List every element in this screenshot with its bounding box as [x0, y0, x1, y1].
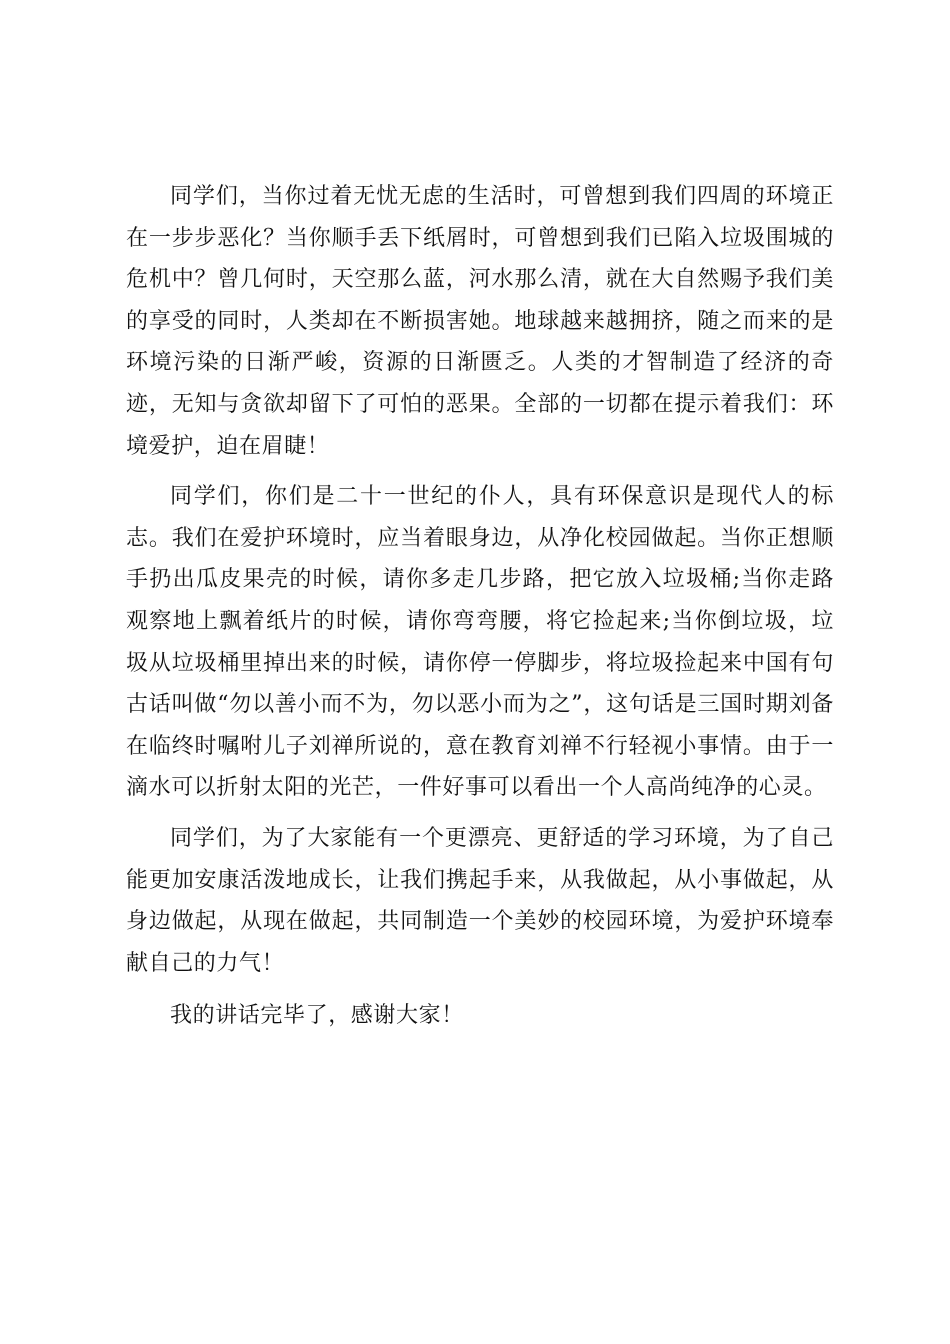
paragraph-1: 同学们，当你过着无忧无虑的生活时，可曾想到我们四周的环境正在一步步恶化？当你顺手丢下纸屑时，可曾想到我们已陷入垃圾围城的危机中？曾几何时，天空那么蓝，河水那么清，就在大自然赐予我们美的享受的同时，人类却在不断损害她。地球越来越拥挤，随之而来的是环境污染的日渐严峻，资源的日渐匮乏。人类的才智制造了经济的奇迹，无知与贪欲却留下了可怕的恶果。全部的一切都在提示着我们：环境爱护，迫在眉睫！: [126, 184, 834, 459]
closing-line: 我的讲话完毕了，感谢大家！: [170, 1003, 464, 1029]
paragraph-3: 同学们，为了大家能有一个更漂亮、更舒适的学习环境，为了自己能更加安康活泼地成长，让我们携起手来，从我做起，从小事做起，从身边做起，从现在做起，共同制造一个美妙的校园环境，为爱护环境奉献自己的力气！: [126, 825, 834, 976]
speech-body: [126, 176, 834, 1037]
paragraph-2: 同学们，你们是二十一世纪的仆人，具有环保意识是现代人的标志。我们在爱护环境时，应当着眼身边，从净化校园做起。当你正想顺手扔出瓜皮果壳的时候，请你多走几步路，把它放入垃圾桶;当你走路观察地上飘着纸片的时候，请你弯弯腰，将它捡起来;当你倒垃圾，垃圾从垃圾桶里掉出来的时候，请你停一停脚步，将垃圾捡起来中国有句古话叫做“勿以善小而不为，勿以恶小而为之”，这句话是三国时期刘备在临终时嘱咐儿子刘禅所说的，意在教育刘禅不行轻视小事情。由于一滴水可以折射太阳的光芒，一件好事可以看出一个人高尚纯净的心灵。: [126, 484, 834, 801]
